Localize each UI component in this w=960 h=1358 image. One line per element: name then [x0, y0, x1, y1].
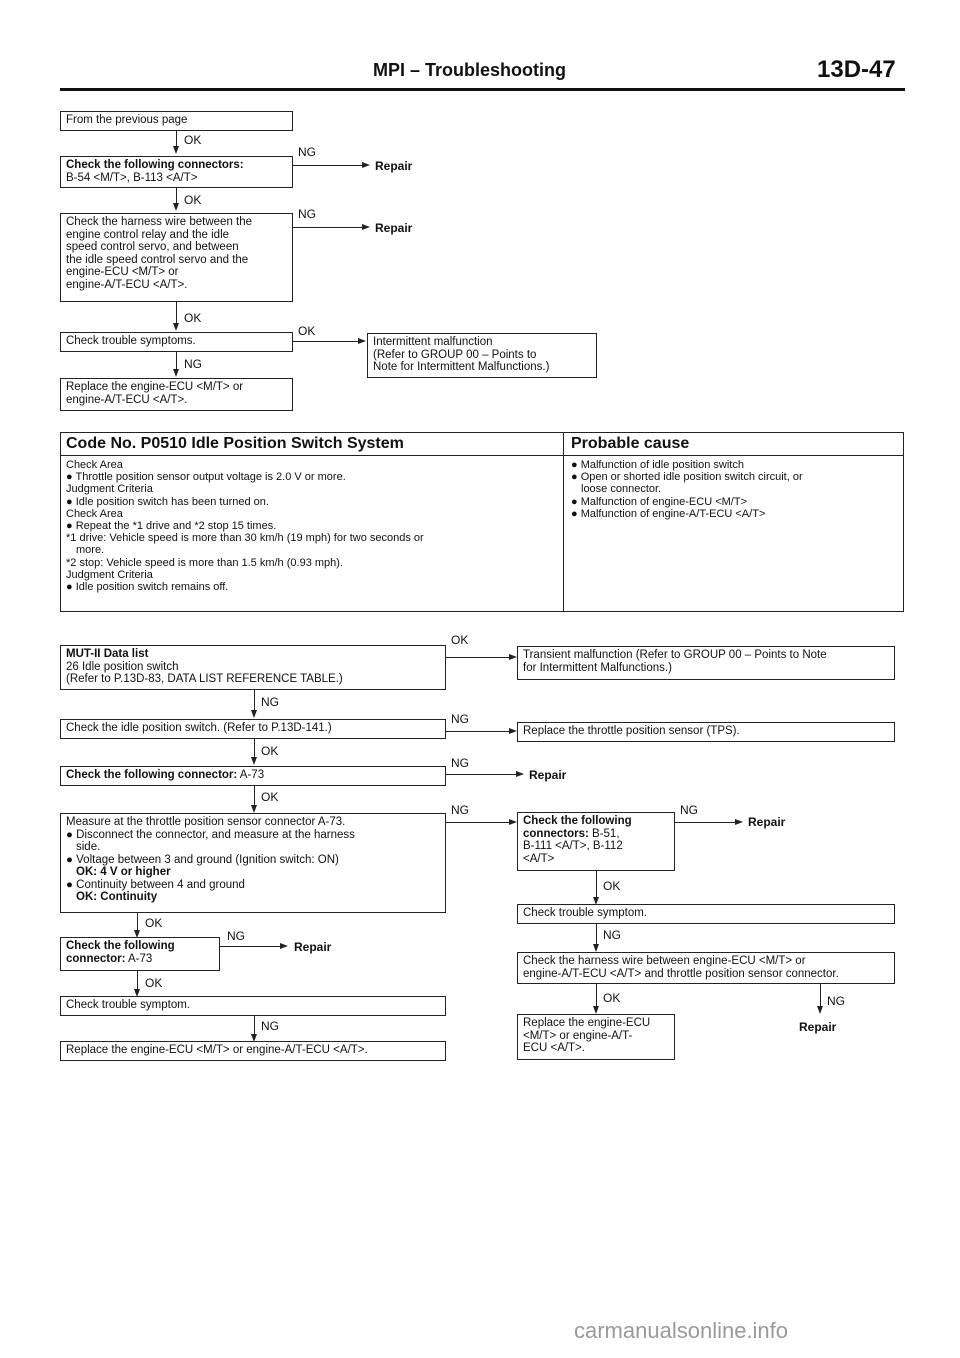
connector-line — [254, 1016, 255, 1036]
connector-a73-2-title: Check the following — [66, 940, 175, 952]
ng-label: NG — [451, 712, 469, 726]
probable-cause-list — [571, 459, 803, 520]
arrow-down — [817, 1006, 823, 1014]
arrow-down — [173, 146, 179, 154]
ng-label: NG — [227, 929, 245, 943]
connector-line — [293, 165, 365, 166]
header-rule — [60, 88, 905, 91]
mut-data-list-box — [60, 645, 446, 690]
code-line: more. — [76, 544, 105, 557]
code-line: Judgment Criteria — [66, 483, 153, 496]
ok-label: OK — [298, 324, 316, 338]
harness-line: engine-A/T-ECU <A/T>. — [66, 278, 188, 291]
connector-line — [137, 971, 138, 991]
cause-line: ● Malfunction of idle position switch — [571, 459, 744, 471]
check-area-text — [66, 459, 424, 593]
harness-right-line: engine-A/T-ECU <A/T> and throttle position sensor connector. — [523, 967, 839, 980]
ok-label: OK — [603, 991, 621, 1005]
ng-label: NG — [603, 928, 621, 942]
connector-line — [293, 227, 365, 228]
code-line: Check Area — [66, 459, 123, 471]
connector-a73-2-box — [60, 937, 220, 971]
connector-line — [220, 946, 282, 947]
harness-line: Check the harness wire between the — [66, 216, 253, 228]
arrow-right — [509, 819, 517, 825]
connectors-b51-detail3: <A/T> — [523, 852, 555, 865]
harness-right-box — [517, 952, 895, 984]
ng-label: NG — [827, 994, 845, 1008]
connector-a73-title: Check the following connector: — [66, 769, 238, 781]
ok-label: OK — [145, 976, 163, 990]
code-line: Check Area — [66, 507, 123, 520]
connectors-b51-detail: B-51, — [592, 827, 620, 840]
cause-line: loose connector. — [581, 483, 662, 496]
ng-label: NG — [298, 207, 316, 221]
repair-label: Repair — [294, 940, 332, 954]
connectors-b51-title2: connectors: — [523, 827, 589, 840]
trouble-check-box — [60, 332, 293, 352]
code-table — [60, 432, 904, 612]
repair-label: Repair — [748, 815, 786, 829]
mut-line: 26 Idle position switch — [66, 660, 179, 673]
ok-label: OK — [184, 311, 202, 325]
connector-check-box — [60, 156, 293, 188]
replace-right-box — [517, 1014, 675, 1060]
arrow-right — [509, 654, 517, 660]
transient-line: Transient malfunction (Refer to GROUP 00 – Points to Note — [523, 649, 827, 661]
arrow-down — [251, 757, 257, 765]
connector-line — [596, 984, 597, 1008]
connector-a73-2-title2: connector: — [66, 952, 126, 965]
ng-label: NG — [184, 357, 202, 371]
connector-line — [254, 739, 255, 759]
arrow-right — [735, 819, 743, 825]
connectors-b51-box — [517, 812, 675, 871]
flow-start-box — [60, 111, 293, 131]
intermittent-line: Note for Intermittent Malfunctions.) — [373, 361, 550, 373]
harness-line: the idle speed control servo and the — [66, 253, 249, 266]
ng-label: NG — [451, 803, 469, 817]
intermittent-box — [367, 333, 597, 378]
connector-a73-2-detail: A-73 — [127, 952, 153, 965]
harness-line: engine control relay and the idle — [66, 228, 230, 241]
repair-label: Repair — [799, 1020, 837, 1034]
replace-ecu-box — [60, 378, 293, 411]
ok-label: OK — [261, 744, 279, 758]
connectors-b51-title: Check the following — [523, 815, 632, 827]
code-title: Code No. P0510 Idle Position Switch System — [66, 435, 404, 452]
ng-label: NG — [298, 145, 316, 159]
arrow-down — [593, 944, 599, 952]
arrow-right — [362, 162, 370, 168]
measure-line: side. — [76, 841, 101, 853]
ok-label: OK — [603, 879, 621, 893]
table-rule — [61, 455, 903, 456]
trouble-check-text: Check trouble symptoms. — [66, 335, 196, 347]
measure-line: OK: 4 V or higher — [76, 866, 171, 878]
replace-tps-box — [517, 722, 895, 742]
harness-right-line: Check the harness wire between engine-ECU <M/T> or — [523, 955, 806, 967]
arrow-down — [593, 1006, 599, 1014]
ng-label: NG — [680, 803, 698, 817]
trouble-right-text: Check trouble symptom. — [523, 907, 647, 919]
measure-line: OK: Continuity — [76, 891, 158, 903]
flow-start-text: From the previous page — [66, 114, 188, 126]
page-title: MPI – Troubleshooting — [373, 60, 566, 80]
idle-switch-check-text: Check the idle position switch. (Refer to P.13D-141.) — [66, 722, 332, 734]
replace-right-line: ECU <A/T>. — [523, 1042, 585, 1054]
cause-line: ● Malfunction of engine-A/T-ECU <A/T> — [571, 507, 766, 520]
arrow-right — [509, 728, 517, 734]
connector-line — [446, 731, 510, 732]
transient-line: for Intermittent Malfunctions.) — [523, 661, 672, 674]
code-line: *2 stop: Vehicle speed is more than 1.5 km/h (0.93 mph). — [66, 556, 343, 569]
ng-label: NG — [261, 1019, 279, 1033]
connector-line — [446, 822, 510, 823]
transient-box — [517, 646, 895, 680]
connector-line — [675, 822, 737, 823]
connector-line — [820, 984, 821, 1008]
idle-switch-check-box — [60, 719, 446, 739]
ok-label: OK — [145, 916, 163, 930]
connector-line — [254, 786, 255, 807]
connector-a73-detail: A-73 — [239, 769, 265, 781]
code-line: Judgment Criteria — [66, 568, 153, 581]
connector-line — [254, 690, 255, 712]
arrow-down — [173, 323, 179, 331]
harness-line: speed control servo, and between — [66, 241, 239, 253]
arrow-down — [251, 710, 257, 718]
code-line: *1 drive: Vehicle speed is more than 30 km/h (19 mph) for two seconds or — [66, 532, 424, 545]
code-line: ● Throttle position sensor output voltage is 2.0 V or more. — [66, 471, 346, 484]
trouble-left-box — [60, 996, 446, 1016]
arrow-down — [251, 805, 257, 813]
connectors-b51-detail2: B-111 <A/T>, B-112 — [523, 840, 623, 852]
intermittent-line: Intermittent malfunction — [373, 336, 493, 348]
arrow-right — [358, 338, 366, 344]
measure-line: Measure at the throttle position sensor connector A-73. — [66, 816, 346, 828]
code-line: ● Idle position switch has been turned on. — [66, 495, 269, 508]
repair-label: Repair — [529, 768, 567, 782]
connector-line — [446, 774, 518, 775]
cause-line: ● Malfunction of engine-ECU <M/T> — [571, 495, 747, 508]
connector-line — [596, 924, 597, 946]
probable-cause-title: Probable cause — [571, 435, 690, 452]
replace-right-line: Replace the engine-ECU — [523, 1017, 651, 1029]
replace-ecu-line: Replace the engine-ECU <M/T> or — [66, 381, 244, 393]
intermittent-line: (Refer to GROUP 00 – Points to — [373, 348, 537, 361]
replace-left-text: Replace the engine-ECU <M/T> or engine-A/T-ECU <A/T>. — [66, 1044, 368, 1056]
replace-ecu-line: engine-A/T-ECU <A/T>. — [66, 393, 188, 406]
ng-label: NG — [451, 756, 469, 770]
table-divider — [563, 433, 564, 611]
ok-label: OK — [184, 133, 202, 147]
connector-line — [596, 871, 597, 899]
replace-left-box — [60, 1041, 446, 1061]
ok-label: OK — [261, 790, 279, 804]
connector-a73-box — [60, 766, 446, 786]
ok-label: OK — [451, 633, 469, 647]
measure-line: ● Disconnect the connector, and measure at the harness — [66, 828, 355, 841]
ok-label: OK — [184, 193, 202, 207]
watermark: carmanualsonline.info — [574, 1318, 789, 1343]
measure-line: ● Continuity between 4 and ground — [66, 878, 245, 891]
cause-line: ● Open or shorted idle position switch circuit, or — [571, 471, 803, 484]
page-number: 13D-47 — [817, 56, 896, 83]
repair-label: Repair — [375, 221, 413, 235]
connector-check-title: Check the following connectors: — [66, 159, 244, 171]
arrow-right — [280, 943, 288, 949]
measure-line: ● Voltage between 3 and ground (Ignition switch: ON) — [66, 853, 339, 866]
connector-line — [446, 657, 510, 658]
arrow-down — [173, 203, 179, 211]
harness-check-box — [60, 213, 293, 302]
measure-box — [60, 813, 446, 913]
code-line: ● Repeat the *1 drive and *2 stop 15 times. — [66, 520, 277, 533]
trouble-right-box — [517, 904, 895, 924]
connector-line — [293, 341, 359, 342]
mut-title: MUT-II Data list — [66, 648, 149, 660]
connector-check-detail: B-54 <M/T>, B-113 <A/T> — [66, 171, 198, 184]
mut-line: (Refer to P.13D-83, DATA LIST REFERENCE TABLE.) — [66, 673, 343, 685]
harness-line: engine-ECU <M/T> or — [66, 266, 179, 278]
replace-tps-text: Replace the throttle position sensor (TPS). — [523, 725, 740, 737]
trouble-left-text: Check trouble symptom. — [66, 999, 190, 1011]
repair-label: Repair — [375, 159, 413, 173]
replace-right-line: <M/T> or engine-A/T- — [523, 1029, 633, 1042]
arrow-down — [173, 369, 179, 377]
code-line: ● Idle position switch remains off. — [66, 581, 229, 594]
arrow-right — [516, 771, 524, 777]
arrow-right — [362, 224, 370, 230]
ng-label: NG — [261, 695, 279, 709]
